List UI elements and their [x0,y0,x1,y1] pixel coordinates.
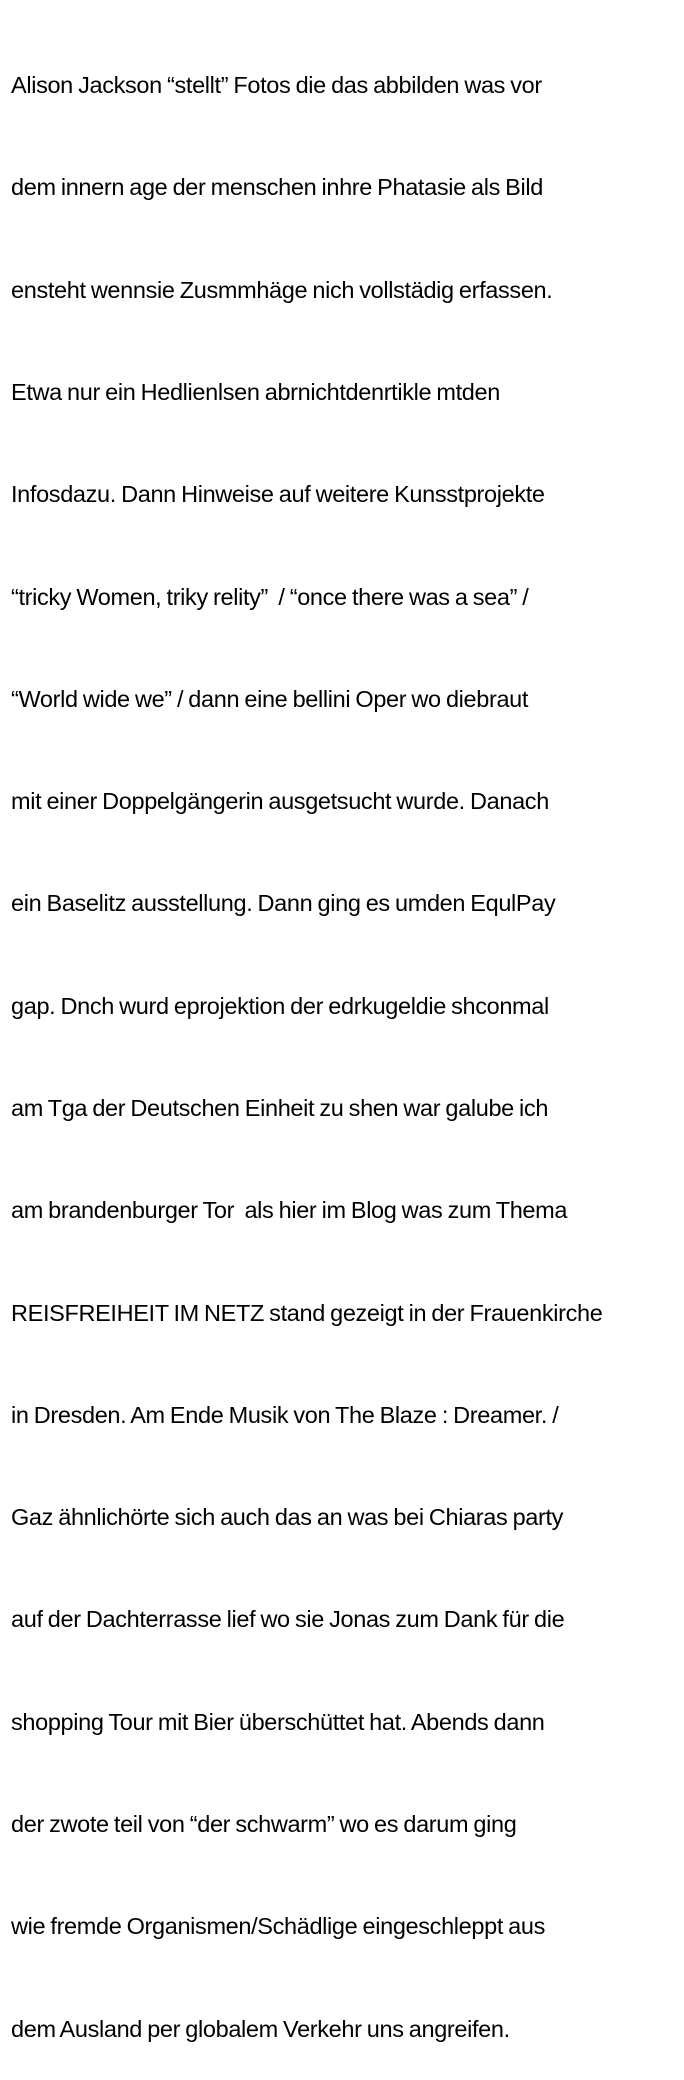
text-line-2: dem innern age der menschen inhre Phatasie als Bild [11,174,543,201]
text-line-11: am Tga der Deutschen Einheit zu shen war galube ich [11,1095,549,1121]
text-line-12: am brandenburger Tor als hier im Blog was zum Thema [11,1197,568,1224]
document-text-block [11,0,681,2080]
text-line-6: “tricky Women, triky relity” / “once there was a sea” / [11,583,529,610]
text-line-10: gap. Dnch wurd eprojektion der edrkugeldie shconmal [11,992,549,1019]
text-line-20: dem Ausland per globalem Verkehr uns angreifen. [11,2015,510,2042]
text-line-7: “World wide we” / dann eine bellini Oper wo diebraut [11,685,529,712]
text-line-18: der zwote teil von “der schwarm” wo es darum ging [11,1810,517,1837]
text-line-4: Etwa nur ein Hedlienlsen abrnichtdenrtikle mtden [11,379,500,406]
text-line-16: auf der Dachterrasse lief wo sie Jonas zum Dank für die [11,1606,565,1633]
text-line-5: Infosdazu. Dann Hinweise auf weitere Kunsstprojekte [11,481,545,508]
text-line-8: mit einer Doppelgängerin ausgetsucht wurde. Danach [11,788,549,815]
text-line-14: in Dresden. Am Ende Musik von The Blaze : Dreamer. / [11,1401,559,1428]
text-line-15: Gaz ähnlichörte sich auch das an was bei Chiaras party [11,1504,564,1531]
text-line-9: ein Baselitz ausstellung. Dann ging es umden EqulPay [11,890,556,917]
text-line-3: ensteht wennsie Zusmmhäge nich vollstädig erfassen. [11,276,553,303]
text-line-17: shopping Tour mit Bier überschüttet hat. Abends dann [11,1708,545,1735]
text-line-13: REISFREIHEIT IM NETZ stand gezeigt in der Frauenkirche [11,1299,603,1326]
text-line-19: wie fremde Organismen/Schädlige eingeschleppt aus [11,1913,546,1940]
text-line-1: Alison Jackson “stellt” Fotos die das abbilden was vor [11,72,542,99]
